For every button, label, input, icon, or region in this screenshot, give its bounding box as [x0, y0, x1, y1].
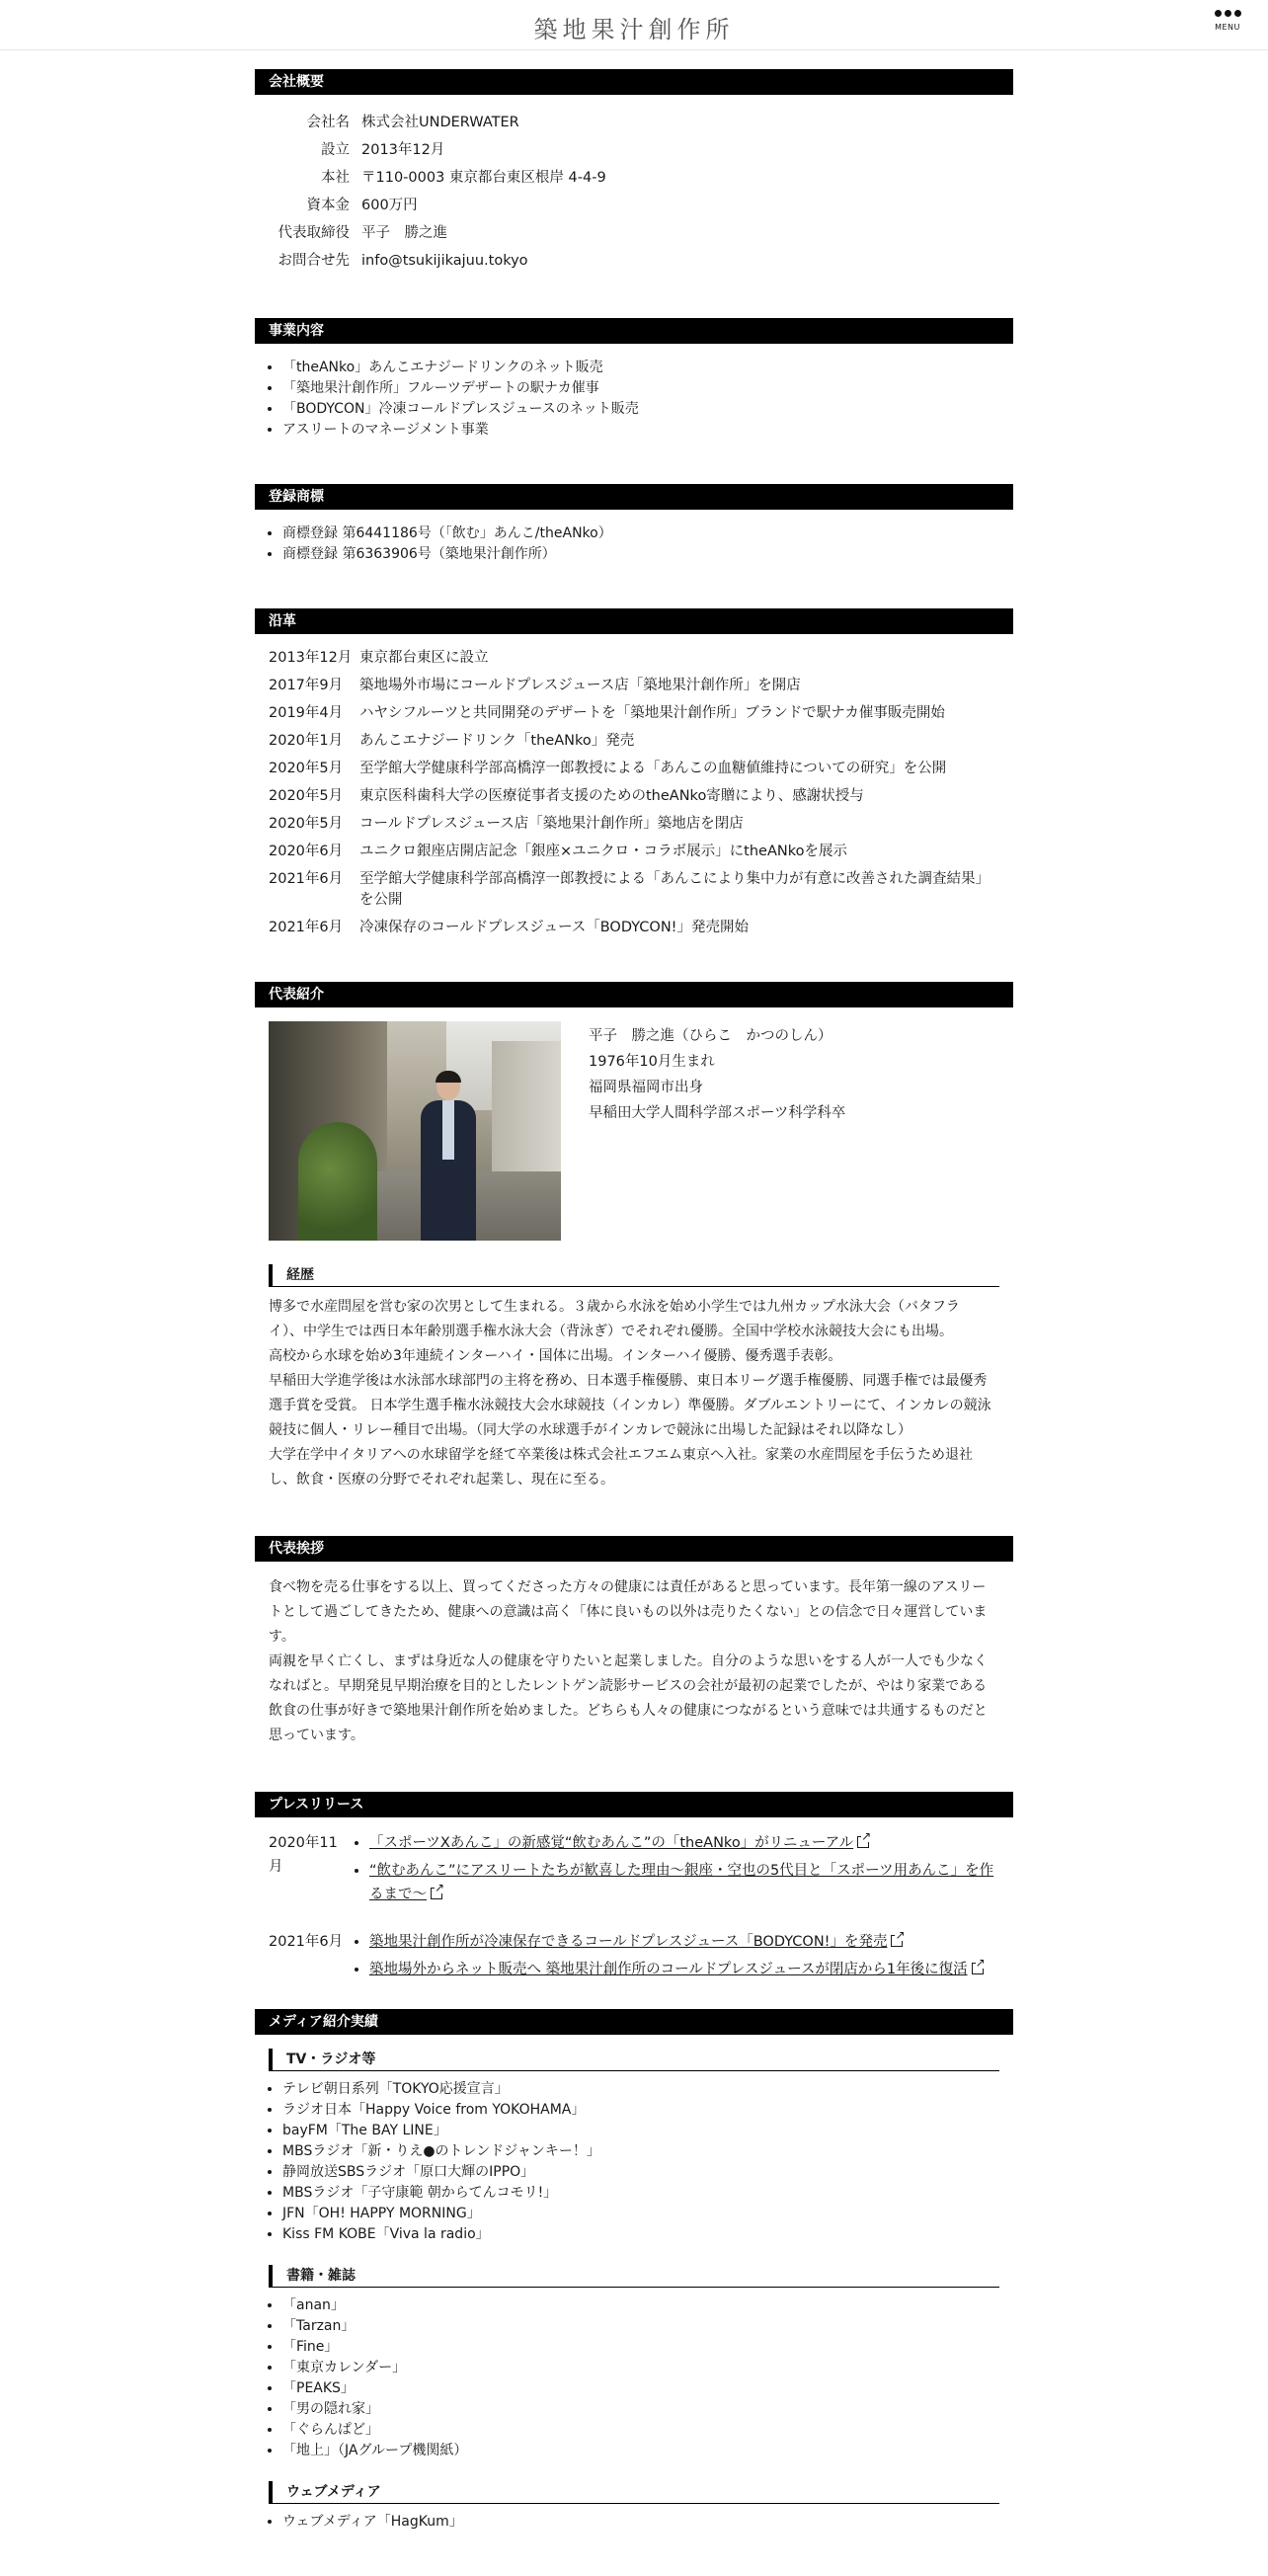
section-heading: 会社概要 [255, 69, 1013, 95]
section-heading: メディア紹介実績 [255, 2009, 1013, 2035]
representative-info-line: 平子 勝之進（ひらこ かつのしん） [589, 1028, 832, 1044]
list-item: • 商標登録 第6363906号（築地果汁創作所） [282, 544, 1013, 565]
history-row [255, 869, 1013, 911]
media-item: • 「Tarzan」 [282, 2316, 1013, 2337]
press-list [255, 1831, 1013, 1985]
history-event: 東京都台東区に設立 [359, 650, 489, 666]
press-item [369, 1859, 1013, 1906]
press-link[interactable]: “飲むあんこ”にアスリートたちが歓喜した理由～銀座・空也の5代目と「スポーツ用あんこ」を作るまで～ [369, 1863, 994, 1902]
career-text [255, 1295, 1013, 1492]
career-paragraph: 早稲田大学進学後は水泳部水球部門の主将を務め、日本選手権優勝、東日本リーグ選手権優勝、同選手権では最優秀選手賞を受賞。 日本学生選手権水泳競技大会水球競技（インカレ）準優勝。ダブルエントリーにて、インカレの競泳競技に個人・リレー種目で出場。（同大学の水球選手がインカレで競泳に出場した記録はそれ以降なし） [269, 1373, 991, 1438]
history-event: 冷凍保存のコールドプレスジュース「BODYCON!」発売開始 [359, 920, 749, 935]
external-link-icon [431, 1888, 442, 1899]
greeting-paragraph: 食べ物を売る仕事をする以上、買ってくださった方々の健康には責任があると思っています。長年第一線のアスリートとして過ごしてきたため、健康への意識は高く「体に良いもの以外は売りたくない」との信念で日々運営しています。 [269, 1579, 988, 1645]
company-table [255, 109, 1013, 275]
company-value: 2013年12月 [361, 142, 445, 158]
career-paragraph: 大学在学中イタリアへの水球留学を経て卒業後は株式会社エフエム東京へ入社。家業の水産問屋を手伝うため退社し、飲食・医療の分野でそれぞれ起業し、現在に至る。 [269, 1447, 974, 1488]
company-row [255, 164, 1013, 192]
career-paragraph: 博多で水産問屋を営む家の次男として生まれる。３歳から水泳を始め小学生では九州カップ水泳大会（バタフライ）、中学生では西日本年齢別選手権水泳大会（背泳ぎ）でそれぞれ優勝。全国中学校水泳競技大会にも出場。 [269, 1299, 960, 1339]
history-row [255, 676, 1013, 696]
press-link[interactable]: 「スポーツXあんこ」の新感覚“飲むあんこ”の「theANko」がリニューアル [369, 1835, 854, 1851]
company-row [255, 136, 1013, 164]
media-subheading: TV・ラジオ等 [269, 2049, 999, 2071]
list-item: • 「theANko」あんこエナジードリンクのネット販売 [282, 358, 1013, 378]
company-label: 設立 [321, 142, 350, 158]
external-link-icon [972, 1963, 984, 1974]
history-date: 2021年6月 [269, 871, 344, 887]
history-event: 至学館大学健康科学部高橋淳一郎教授による「あんこにより集中力が有意に改善された調査結果」を公開 [359, 871, 990, 908]
history-date: 2021年6月 [269, 920, 344, 935]
media-items [255, 2295, 1013, 2461]
company-section [255, 69, 1013, 275]
media-item: • ウェブメディア「HagKum」 [282, 2512, 1013, 2533]
site-title[interactable]: 築地果汁創作所 [533, 16, 735, 43]
history-date: 2020年5月 [269, 788, 344, 804]
section-heading: 事業内容 [255, 318, 1013, 344]
media-item: • 「ぐらんぱど」 [282, 2420, 1013, 2441]
representative-section [255, 982, 1013, 1492]
media-item: • 「anan」 [282, 2295, 1013, 2316]
history-date: 2017年9月 [269, 678, 344, 693]
site-header [0, 0, 1268, 50]
external-link-icon [857, 1836, 869, 1848]
menu-button[interactable] [1207, 8, 1248, 43]
representative-info-line: 早稲田大学人間科学部スポーツ科学科卒 [589, 1105, 846, 1121]
media-item: • 「東京カレンダー」 [282, 2358, 1013, 2378]
press-items [350, 1831, 1013, 1910]
section-heading: 代表挨拶 [255, 1536, 1013, 1562]
history-row [255, 759, 1013, 779]
history-row [255, 786, 1013, 807]
press-item [369, 1958, 1013, 1981]
history-row [255, 703, 1013, 724]
history-row [255, 814, 1013, 835]
press-link[interactable]: 築地場外からネット販売へ 築地果汁創作所のコールドプレスジュースが閉店から1年後に復活 [369, 1962, 968, 1977]
press-item [369, 1930, 1013, 1954]
main-content [255, 69, 1013, 2576]
career-paragraph: 高校から水球を始め3年連続インターハイ・国体に出場。インターハイ優勝、優秀選手表彰。 [269, 1348, 842, 1364]
greeting-section [255, 1536, 1013, 1748]
media-subheading: ウェブメディア [269, 2481, 999, 2504]
menu-label: MENU [1215, 23, 1240, 32]
press-date: 2020年11月 [269, 1835, 338, 1875]
company-row [255, 247, 1013, 275]
company-label: 本社 [321, 170, 350, 186]
history-section [255, 608, 1013, 938]
company-row [255, 192, 1013, 219]
history-date: 2019年4月 [269, 705, 344, 721]
press-items [350, 1930, 1013, 1985]
trademark-list [255, 523, 1013, 565]
representative-photo [269, 1021, 561, 1241]
media-item: • MBSラジオ「子守康範 朝からてんコモリ!」 [282, 2183, 1013, 2204]
company-label: 会社名 [306, 115, 350, 130]
history-date: 2020年5月 [269, 761, 344, 776]
company-value: 600万円 [361, 198, 418, 213]
section-heading: プレスリリース [255, 1792, 1013, 1817]
company-label: 資本金 [306, 198, 350, 213]
history-event: ハヤシフルーツと共同開発のデザートを「築地果汁創作所」ブランドで駅ナカ催事販売開始 [359, 705, 945, 721]
history-date: 2020年5月 [269, 816, 344, 832]
media-item: • テレビ朝日系列「TOKYO応援宣言」 [282, 2079, 1013, 2100]
media-item: • bayFM「The BAY LINE」 [282, 2121, 1013, 2141]
section-heading: 登録商標 [255, 484, 1013, 510]
media-group [255, 2049, 1013, 2245]
press-date: 2021年6月 [269, 1934, 344, 1950]
history-event: 築地場外市場にコールドプレスジュース店「築地果汁創作所」を開店 [359, 678, 801, 693]
media-item: • 「Fine」 [282, 2337, 1013, 2358]
media-item: • MBSラジオ「新・りえ●のトレンドジャンキー！」 [282, 2141, 1013, 2162]
trademark-section [255, 484, 1013, 565]
history-event: コールドプレスジュース店「築地果汁創作所」築地店を閉店 [359, 816, 744, 832]
career-heading: 経歴 [269, 1264, 999, 1287]
list-item: • 商標登録 第6441186号（「飲む」あんこ/theANko） [282, 523, 1013, 544]
press-link[interactable]: 築地果汁創作所が冷凍保存できるコールドプレスジュース「BODYCON!」を発売 [369, 1934, 888, 1950]
section-heading: 代表紹介 [255, 982, 1013, 1007]
list-item: • 「築地果汁創作所」フルーツデザートの駅ナカ催事 [282, 378, 1013, 399]
history-date: 2013年12月 [269, 650, 353, 666]
media-section [255, 2009, 1013, 2533]
greeting-text [255, 1575, 1013, 1748]
media-items [255, 2512, 1013, 2533]
press-group [255, 1831, 1013, 1910]
company-value: info@tsukijikajuu.tokyo [361, 253, 528, 269]
media-items [255, 2079, 1013, 2245]
media-item: • JFN「OH! HAPPY MORNING」 [282, 2204, 1013, 2224]
representative-info-line: 1976年10月生まれ [589, 1054, 715, 1070]
history-row [255, 731, 1013, 752]
press-section [255, 1792, 1013, 1985]
media-item: • ラジオ日本「Happy Voice from YOKOHAMA」 [282, 2100, 1013, 2121]
media-group [255, 2265, 1013, 2461]
media-item: • 「PEAKS」 [282, 2378, 1013, 2399]
press-item [369, 1831, 1013, 1855]
company-row [255, 219, 1013, 247]
media-list [255, 2049, 1013, 2533]
history-event: 東京医科歯科大学の医療従事者支援のためのtheANko寄贈により、感謝状授与 [359, 788, 864, 804]
company-label: お問合せ先 [277, 253, 350, 269]
media-item: • 静岡放送SBSラジオ「原口大輝のIPPO」 [282, 2162, 1013, 2183]
list-item: • アスリートのマネージメント事業 [282, 420, 1013, 441]
company-row [255, 109, 1013, 136]
press-group [255, 1930, 1013, 1985]
representative-profile [255, 1021, 1013, 1241]
history-row [255, 842, 1013, 862]
history-row [255, 648, 1013, 669]
media-group [255, 2481, 1013, 2533]
media-subheading: 書籍・雑誌 [269, 2265, 999, 2288]
company-value: 〒110-0003 東京都台東区根岸 4-4-9 [361, 170, 606, 186]
media-item: • 「男の隠れ家」 [282, 2399, 1013, 2420]
dots-menu-icon [1207, 10, 1248, 17]
company-value: 平子 勝之進 [361, 225, 447, 241]
list-item: • 「BODYCON」冷凍コールドプレスジュースのネット販売 [282, 399, 1013, 420]
representative-info [589, 1021, 845, 1241]
history-event: あんこエナジードリンク「theANko」発売 [359, 733, 635, 749]
company-label: 代表取締役 [277, 225, 350, 241]
history-row [255, 918, 1013, 938]
company-value: 株式会社UNDERWATER [361, 115, 519, 130]
history-date: 2020年6月 [269, 844, 344, 859]
section-heading: 沿革 [255, 608, 1013, 634]
history-event: ユニクロ銀座店開店記念「銀座×ユニクロ・コラボ展示」にtheANkoを展示 [359, 844, 847, 859]
business-list [255, 358, 1013, 441]
representative-info-line: 福岡県福岡市出身 [589, 1080, 703, 1095]
greeting-paragraph: 両親を早く亡くし、まずは身近な人の健康を守りたいと起業しました。自分のような思いをする人が一人でも少なくなればと。早期発見早期治療を目的としたレントゲン読影サービスの会社が最初の起業でしたが、やはり家業である飲食の仕事が好きで築地果汁創作所を始めました。どちらも人々の健康につながるという意味では共通するものだと思っています。 [269, 1653, 988, 1743]
media-item: • Kiss FM KOBE「Viva la radio」 [282, 2224, 1013, 2245]
history-date: 2020年1月 [269, 733, 344, 749]
media-item: • 「地上」（JAグループ機関紙） [282, 2441, 1013, 2461]
history-table [255, 648, 1013, 938]
external-link-icon [891, 1935, 903, 1947]
history-event: 至学館大学健康科学部高橋淳一郎教授による「あんこの血糖値維持についての研究」を公開 [359, 761, 947, 776]
business-section [255, 318, 1013, 441]
